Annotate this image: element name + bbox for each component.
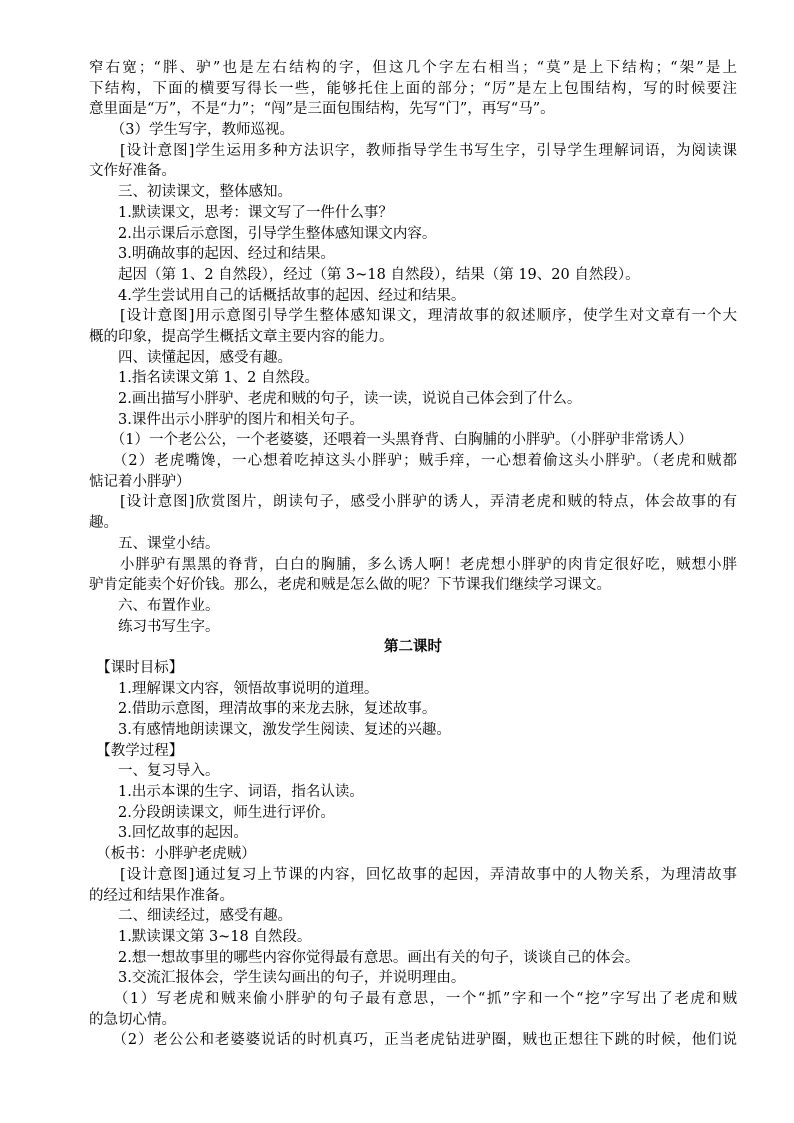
text-line: 3.明确故事的起因、经过和结果。 xyxy=(89,246,335,263)
text-line: 四、读懂起因，感受有趣。 xyxy=(89,349,292,366)
text-line: 【课时目标】 xyxy=(89,659,184,676)
text-line: 1.理解课文内容，领悟故事说明的道理。 xyxy=(89,680,379,697)
text-line: 4.学生尝试用自己的话概括故事的起因、经过和结果。 xyxy=(89,287,466,304)
text-line: （2）老虎嘴馋，一心想着吃掉这头小胖驴；贼手痒，一心想着偷这头小胖驴。（老虎和贼都 xyxy=(89,453,737,470)
text-line: 3.交流汇报体会，学生读勾画出的句子，并说明理由。 xyxy=(89,970,466,987)
text-line: [设计意图]学生运用多种方法识字，教师指导学生书写生字，引导学生理解词语，为阅读课 xyxy=(89,142,737,159)
text-line: （1）写老虎和贼来偷小胖驴的句子最有意思，一个“抓”字和一个“挖”字写出了老虎和贼 xyxy=(89,990,737,1007)
text-line: 2.分段朗读课文，师生进行评价。 xyxy=(89,804,335,821)
text-line: 1.默读课文第 3~18 自然段。 xyxy=(89,928,312,945)
text-line: 1.指名读课文第 1、2 自然段。 xyxy=(89,370,320,387)
text-line: 1.默读课文，思考：课文写了一件什么事？ xyxy=(89,204,393,221)
text-line: 2.画出描写小胖驴、老虎和贼的句子，读一读，说说自己体会到了什么。 xyxy=(89,391,582,407)
text-line: 3.课件出示小胖驴的图片和相关句子。 xyxy=(89,411,364,428)
text-line: 五、课堂小结。 xyxy=(89,535,220,552)
text-line: （3）学生写字，教师巡视。 xyxy=(89,122,294,139)
text-line: 三、初读课文，整体感知。 xyxy=(89,184,292,201)
text-line: 练习书写生字。 xyxy=(89,618,220,635)
text-line: 【教学过程】 xyxy=(89,742,184,759)
text-line: 惦记着小胖驴） xyxy=(89,473,191,490)
text-line: 2.想一想故事里的哪些内容你觉得最有意思。画出有关的句子，谈谈自己的体会。 xyxy=(89,949,640,966)
text-line: 驴肯定能卖个好价钱。那么，老虎和贼是怎么做的呢？下节课我们继续学习课文。 xyxy=(89,577,611,594)
text-line: 3.回忆故事的起因。 xyxy=(89,825,248,842)
text-line: [设计意图]用示意图引导学生整体感知课文，理清故事的叙述顺序，使学生对文章有一个大 xyxy=(89,308,737,325)
text-line: 3.有感情地朗读课文，激发学生阅读、复述的兴趣。 xyxy=(89,722,451,738)
text-line: 2.借助示意图，理清故事的来龙去脉，复述故事。 xyxy=(89,701,437,718)
text-line: 一、复习导入。 xyxy=(89,763,220,780)
text-line: 1.出示本课的生字、词语，指名认读。 xyxy=(89,784,364,801)
text-line: （板书：小胖驴老虎贼） xyxy=(89,846,256,863)
text-line: 小胖驴有黑黑的脊背，白白的胸脯，多么诱人啊！老虎想小胖驴的肉肯定很好吃，贼想小胖 xyxy=(89,556,737,573)
text-line: 二、细读经过，感受有趣。 xyxy=(89,908,292,925)
text-line: 的经过和结果作准备。 xyxy=(89,887,234,904)
section-heading: 第二课时 xyxy=(384,638,442,656)
document-page xyxy=(89,58,737,1051)
text-line: 六、布置作业。 xyxy=(89,597,220,614)
text-line: 趣。 xyxy=(89,515,118,532)
text-line: （2）老公公和老婆婆说话的时机真巧，正当老虎钻进驴圈，贼也正想往下跳的时候，他们说 xyxy=(89,1032,737,1049)
text-line: 窄右宽；“胖、驴”也是左右结构的字，但这几个字左右相当；“莫”是上下结构；“架”是上 xyxy=(89,60,737,76)
text-line: 起因（第 1、2 自然段），经过（第 3~18 自然段），结果（第 19、20 自然段）。 xyxy=(89,266,640,283)
text-line: 概的印象，提高学生概括文章主要内容的能力。 xyxy=(89,328,394,345)
text-line: 文作好准备。 xyxy=(89,163,176,180)
text-line: [设计意图]欣赏图片，朗读句子，感受小胖驴的诱人，弄清老虎和贼的特点，体会故事的有 xyxy=(89,494,737,511)
text-line: 下结构，下面的横要写得长一些，能够托住上面的部分；“厉”是左上包围结构，写的时候要注 xyxy=(89,80,737,97)
text-line: 的急切心情。 xyxy=(89,1011,176,1028)
text-line: （1）一个老公公，一个老婆婆，还喂着一头黑脊背、白胸脯的小胖驴。（小胖驴非常诱人） xyxy=(89,432,693,449)
text-line: 意里面是“万”，不是“力”；“闯”是三面包围结构，先写“门”，再写“马”。 xyxy=(89,101,555,118)
text-line: [设计意图]通过复习上节课的内容，回忆故事的起因，弄清故事中的人物关系，为理清故事 xyxy=(89,866,737,883)
text-line: 2.出示课后示意图，引导学生整体感知课文内容。 xyxy=(89,225,437,242)
